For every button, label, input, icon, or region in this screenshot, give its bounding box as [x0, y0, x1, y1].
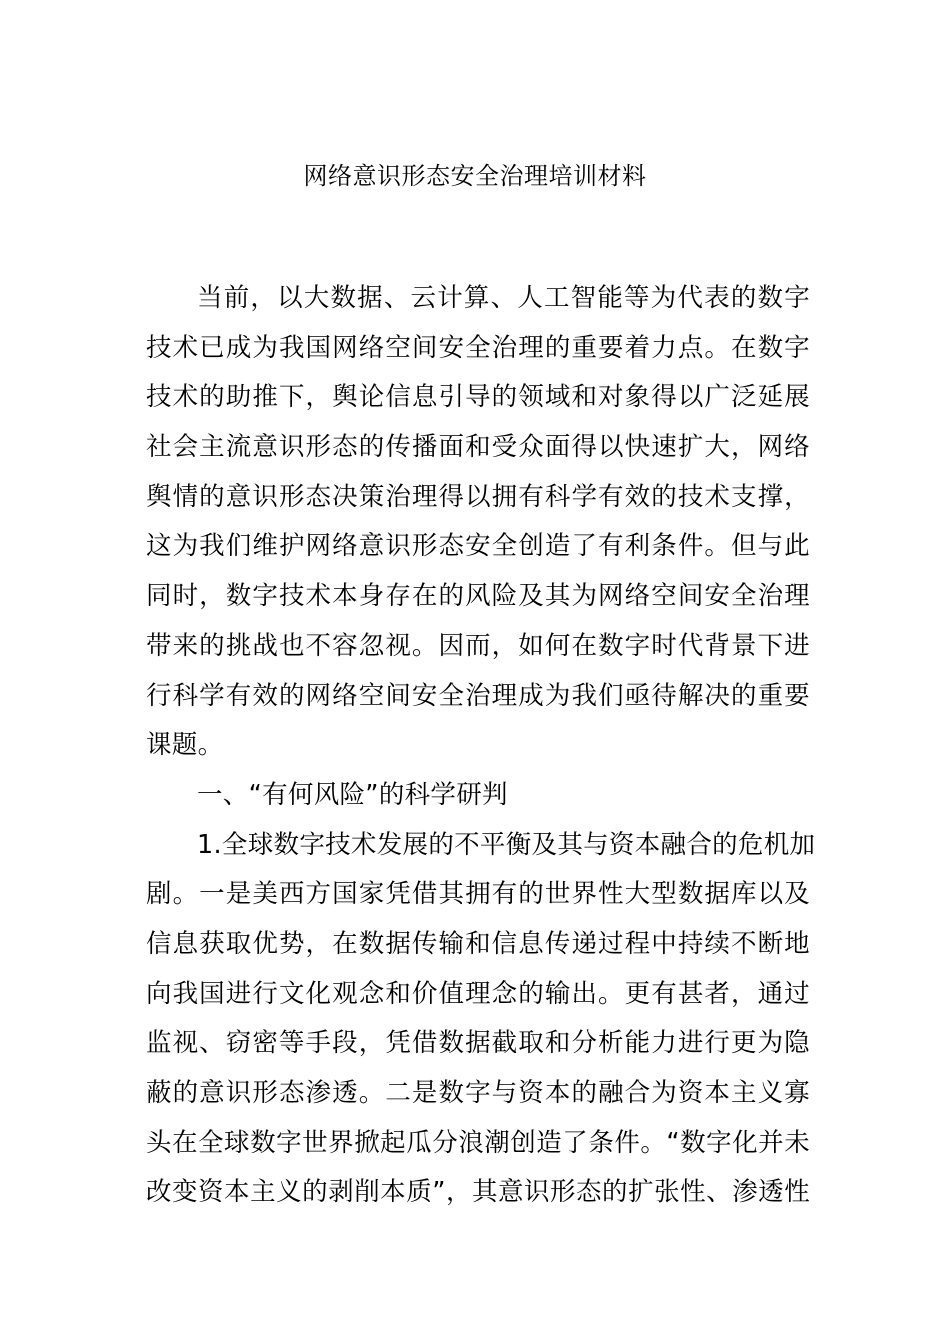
text-line: 行科学有效的网络空间安全治理成为我们亟待解决的重要	[146, 680, 810, 711]
text-line: 头在全球数字世界掀起瓜分浪潮创造了条件。“数字化并未	[146, 1127, 810, 1158]
text-line: 蔽的意识形态渗透。二是数字与资本的融合为资本主义寡	[146, 1078, 810, 1108]
document-title: 网络意识形态安全治理培训材料	[303, 162, 647, 190]
text-line: 改变资本主义的剥削本质”，其意识形态的扩张性、渗透性	[146, 1177, 810, 1208]
text-line: 一、“有何风险”的科学研判	[197, 779, 508, 810]
document-body	[146, 274, 816, 1218]
text-line: 1.全球数字技术发展的不平衡及其与资本融合的危机加	[197, 829, 816, 860]
text-line: 这为我们维护网络意识形态安全创造了有利条件。但与此	[146, 531, 810, 562]
text-line: 信息获取优势，在数据传输和信息传递过程中持续不断地	[146, 928, 810, 959]
text-line: 剧。一是美西方国家凭借其拥有的世界性大型数据库以及	[146, 879, 810, 910]
text-line: 课题。	[146, 730, 224, 761]
text-line: 同时，数字技术本身存在的风险及其为网络空间安全治理	[146, 581, 810, 612]
text-line: 向我国进行文化观念和价值理念的输出。更有甚者，通过	[146, 978, 810, 1009]
text-line: 带来的挑战也不容忽视。因而，如何在数字时代背景下进	[146, 630, 810, 661]
text-line: 技术已成为我国网络空间安全治理的重要着力点。在数字	[146, 332, 810, 363]
text-line: 监视、窃密等手段，凭借数据截取和分析能力进行更为隐	[146, 1028, 810, 1059]
text-line: 当前，以大数据、云计算、人工智能等为代表的数字	[197, 283, 810, 313]
text-line: 社会主流意识形态的传播面和受众面得以快速扩大，网络	[146, 432, 810, 463]
text-line: 技术的助推下，舆论信息引导的领域和对象得以广泛延展	[146, 382, 810, 413]
text-line: 舆情的意识形态决策治理得以拥有科学有效的技术支撑，	[146, 481, 810, 512]
